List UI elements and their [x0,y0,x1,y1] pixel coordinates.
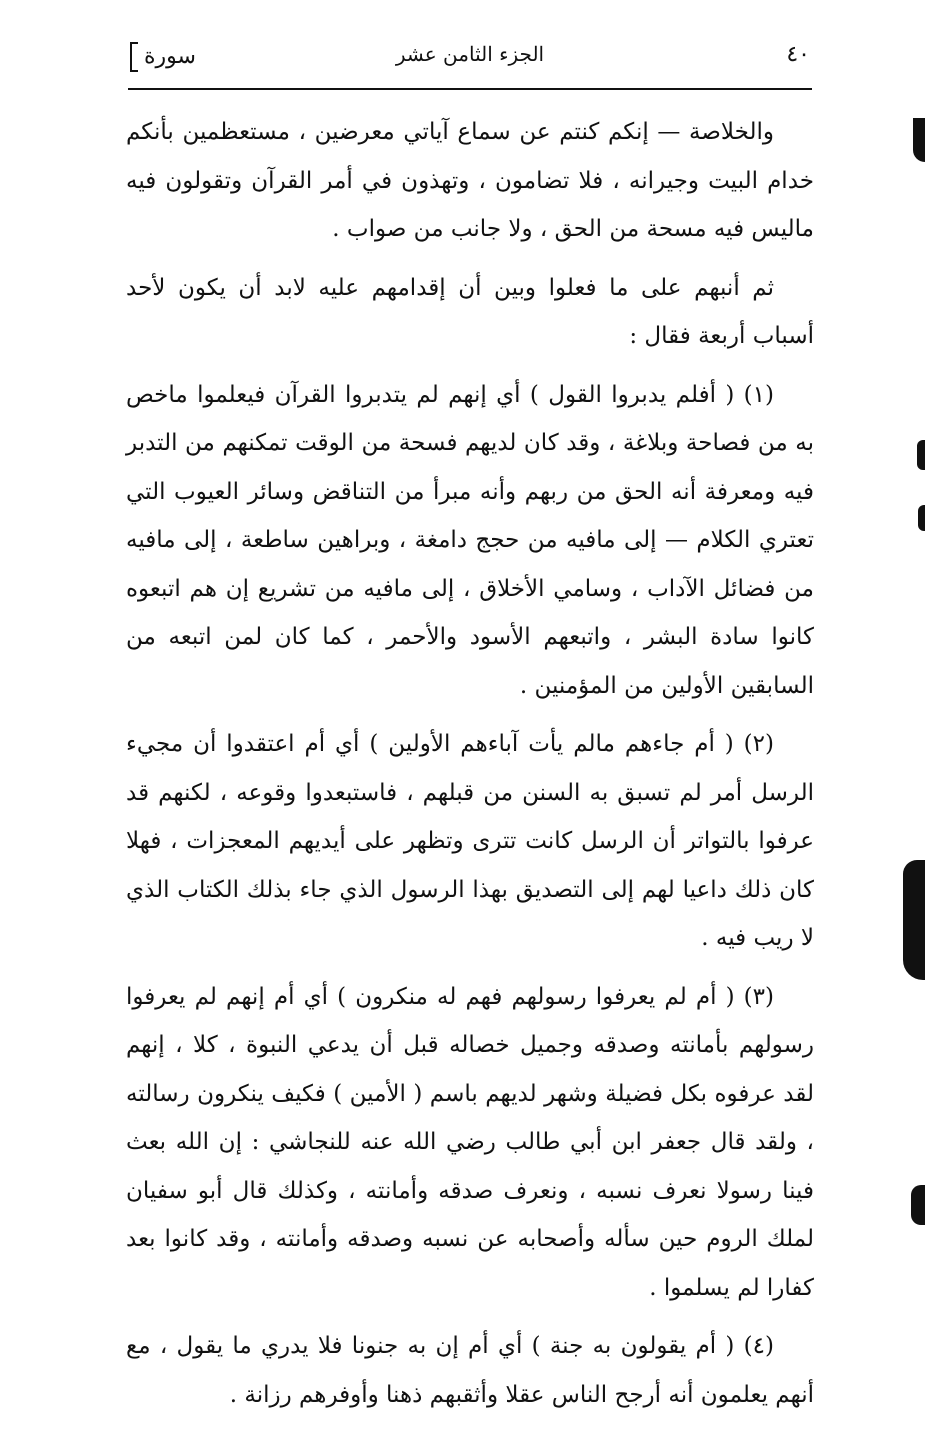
page-header [130,38,810,82]
running-title: الجزء الثامن عشر [395,42,545,66]
scan-blot [913,118,925,162]
paragraph-reason-3: (٣) ( أم لم يعرفوا رسولهم فهم له منكرون ) أي أم إنهم لم يعرفوا رسولهم بأمانته وصدقه وجميل خصاله قبل أن يدعي النبوة ، كلا ، إنهم لقد عرفوه بكل فضيلة وشهر لديهم باسم ( الأمين ) فكيف ينكرون رسالته ، ولقد قال جعفر ابن أبي طالب رضي الله عنه للنجاشي : إن الله بعث فينا رسولا نعرف نسبه ، ونعرف صدقه وأمانته ، وكذلك قال أبو سفيان لملك الروم حين سأله وأصحابه عن نسبه وصدقه وأمانته ، وقد كانوا بعد كفارا لم يسلموا . [126,983,814,1301]
header-rule [128,88,812,90]
page-number: ٤٠ [786,42,810,67]
bracket-mark [130,42,138,72]
surah-label-text: سورة [144,44,196,69]
scan-blot [917,440,925,470]
paragraph-intro: ثم أنبهم على ما فعلوا وبين أن إقدامهم عليه لابد أن يكون لأحد أسباب أربعة فقال : [126,274,814,349]
surah-label [130,42,196,72]
paragraph-summary: والخلاصة — إنكم كنتم عن سماع آياتي معرضين ، مستعظمين بأنكم خدام البيت وجيرانه ، فلا تضامون ، وتهذون في أمر القرآن وتقولون فيه ماليس فيه مسحة من الحق ، ولا جانب من صواب . [126,119,814,242]
paragraph-reason-4: (٤) ( أم يقولون به جنة ) أي أم إن به جنونا فلا يدري ما يقول ، مع أنهم يعلمون أنه أرجح الناس عقلا وأثقبهم ذهنا وأوفرهم رزانة . [126,1333,814,1408]
paragraph-reason-2: (٢) ( أم جاءهم مالم يأت آباءهم الأولين ) أي أم اعتقدوا أن مجيء الرسل أمر لم تسبق به السنن من قبلهم ، فاستبعدوا وقوعه ، لكنهم قد عرفوا بالتواتر أن الرسل كانت تترى وتظهر على أيديهم المعجزات ، فهلا كان ذلك داعيا لهم إلى التصديق بهذا الرسول الذي جاء بذلك الكتاب الذي لا ريب فيه . [126,731,814,951]
scan-blot [918,505,925,531]
paragraph-reason-1: (١) ( أفلم يدبروا القول ) أي إنهم لم يتدبروا القرآن فيعلموا ماخص به من فصاحة وبلاغة ، وقد كان لديهم فسحة من الوقت تمكنهم من التدبر فيه ومعرفة أنه الحق من ربهم وأنه مبرأ من التناقض وسائر العيوب التي تعتري الكلام — إلى مافيه من حجج دامغة ، وبراهين ساطعة ، إلى مافيه من فضائل الآداب ، وسامي الأخلاق ، إلى مافيه من تشريع إن هم اتبعوه كانوا سادة البشر ، واتبعهم الأسود والأحمر ، كما كان لمن اتبعه من السابقين الأولين من المؤمنين . [126,381,814,699]
body-text [126,108,814,1429]
scan-blot [911,1185,925,1225]
scan-blot [903,860,925,980]
